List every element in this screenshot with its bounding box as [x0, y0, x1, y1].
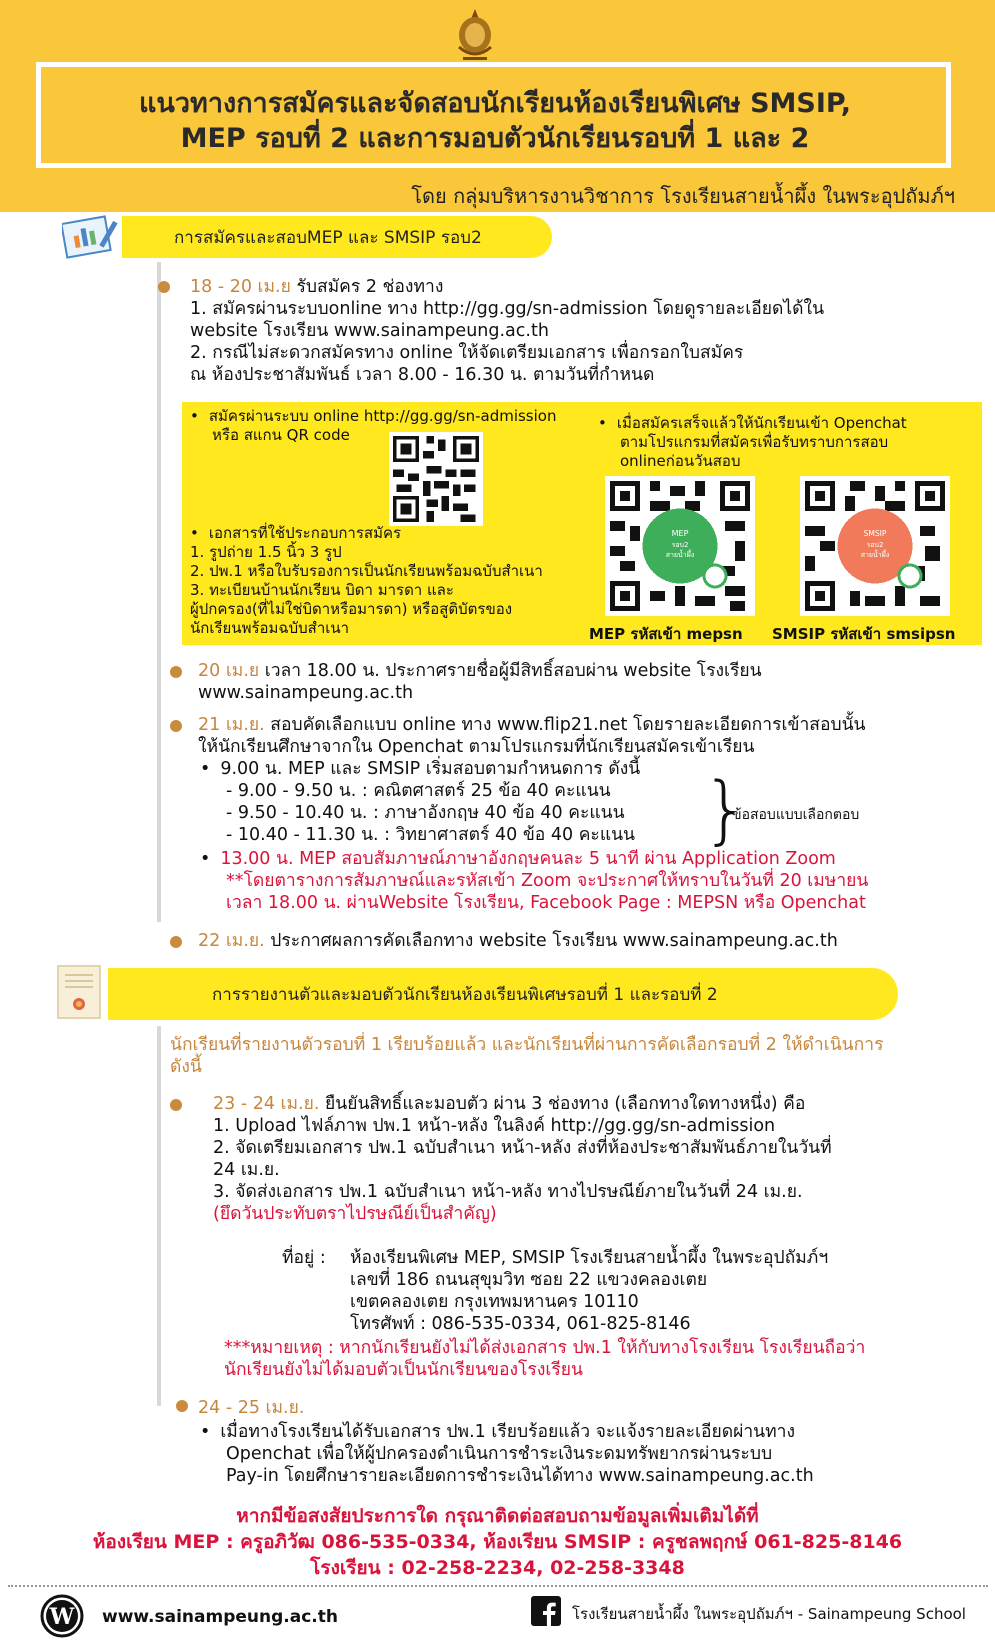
s2-item1-heading: [213, 1093, 805, 1115]
s1-item3-line2: ให้นักเรียนศึกษาจากใน Openchat ตามโปรแกรมที่นักเรียนสมัครเข้าเรียน: [198, 737, 755, 757]
s1-item2-date: 20 เม.ย: [198, 661, 260, 681]
facebook-icon: [531, 1596, 561, 1626]
timeline-dot: [170, 666, 182, 678]
s1-item1-line: 2. กรณีไม่สะดวกสมัครทาง online ให้จัดเตรียมเอกสาร เพื่อกรอกใบสมัคร: [190, 343, 744, 363]
school-emblem-icon: [445, 5, 505, 65]
s1-item3-red2: **โดยตารางการสัมภาษณ์และรหัสเข้า Zoom จะประกาศให้ทราบในวันที่ 20 เมษายน: [226, 871, 869, 891]
s1-item2-line2: www.sainampeung.ac.th: [198, 683, 414, 703]
s1-item3-text: สอบคัดเลือกแบบ online ทาง www.flip21.net โดยรายละเอียดการเข้าสอบนั้น: [264, 715, 866, 735]
address-line: เลขที่ 186 ถนนสุขุมวิท ซอย 22 แขวงคลองเตย: [350, 1270, 708, 1290]
section1-banner: [122, 216, 552, 258]
svg-text:สายน้ำผึ้ง: สายน้ำผึ้ง: [665, 551, 695, 559]
panel-openchat-line: • เมื่อสมัครเสร็จแล้วให้นักเรียนเข้า Openchat: [598, 414, 907, 433]
address-line: เขตคลองเตย กรุงเทพมหานคร 10110: [350, 1292, 639, 1312]
panel-openchat-line: onlineก่อนวันสอบ: [620, 452, 741, 470]
s2-item2-date: 24 - 25 เม.ย.: [198, 1398, 305, 1418]
footer-website[interactable]: www.sainampeung.ac.th: [102, 1607, 338, 1627]
panel-openchat-line: ตามโปรแกรมที่สมัครเพื่อรับทราบการสอบ: [620, 433, 889, 451]
timeline-2: [157, 1026, 161, 1406]
wordpress-icon: [40, 1594, 84, 1638]
section2-banner-text: การรายงานตัวและมอบตัวนักเรียนห้องเรียนพิเศษรอบที่ 1 และรอบที่ 2: [212, 984, 718, 1005]
s2-item1-line: 1. Upload ไฟล์ภาพ ปพ.1 หน้า-หลัง ในลิงค์ http://gg.gg/sn-admission: [213, 1116, 776, 1136]
s1-item1-line: ณ ห้องประชาสัมพันธ์ เวลา 8.00 - 16.30 น. ตามวันที่กำหนด: [190, 365, 655, 385]
report-chart-icon: [62, 214, 118, 260]
remark-line1: ***หมายเหตุ : หากนักเรียนยังไม่ได้ส่งเอกสาร ปพ.1 ให้กับทางโรงเรียน โรงเรียนถือว่า: [224, 1338, 866, 1358]
s1-item4-line: [198, 930, 838, 952]
s1-item1-line: 1. สมัครผ่านระบบonline ทาง http://gg.gg/sn-admission โดยดูรายละเอียดได้ใน: [190, 299, 825, 319]
s1-item3-red1: [200, 848, 836, 870]
panel-doc-line: ผู้ปกครอง(ที่ไม่ใช่บิดาหรือมารดา) หรือสูติบัตรของ: [190, 600, 513, 618]
s1-item3-line1: [198, 714, 866, 736]
mep-qr-label: MEP รหัสเข้า mepsn: [589, 625, 743, 643]
address-label: ที่อยู่ :: [282, 1248, 326, 1268]
timeline-dot: [176, 1400, 188, 1412]
s2-item1-line: 24 เม.ย.: [213, 1160, 280, 1180]
timeline-dot: [170, 720, 182, 732]
svg-text:รอบ2: รอบ2: [671, 541, 689, 549]
footer-divider: [8, 1585, 988, 1587]
panel-online-line1: • สมัครผ่านระบบ online http://gg.gg/sn-admission: [190, 407, 556, 426]
s1-item1-head: รับสมัคร 2 ช่องทาง: [290, 277, 444, 297]
s2-item2-line: Pay-in โดยศึกษารายละเอียดการชำระเงินได้ทาง www.sainampeung.ac.th: [226, 1466, 814, 1486]
panel-documents: [190, 524, 543, 638]
exam-schedule-row: - 9.00 - 9.50 น. : คณิตศาสตร์ 25 ข้อ 40 คะแนน: [226, 781, 611, 801]
s1-item4-date: 22 เม.ย.: [198, 931, 265, 951]
certificate-icon: [56, 964, 102, 1020]
timeline-dot: [158, 281, 170, 293]
timeline-1: [157, 262, 161, 922]
exam-schedule-row: - 9.50 - 10.40 น. : ภาษาอังกฤษ 40 ข้อ 40 คะแนน: [226, 803, 625, 823]
s2-intro-line2: ดังนี้: [170, 1057, 202, 1077]
panel-doc-line: 2. ปพ.1 หรือใบรับรองการเป็นนักเรียนพร้อมฉบับสำเนา: [190, 562, 543, 580]
brace-symbol: }: [702, 767, 750, 853]
s2-item1-line: 2. จัดเตรียมเอกสาร ปพ.1 ฉบับสำเนา หน้า-หลัง ส่งที่ห้องประชาสัมพันธ์ภายในวันที่: [213, 1138, 832, 1158]
mep-openchat-qr-code[interactable]: [605, 476, 755, 616]
s2-item2-line: • เมื่อทางโรงเรียนได้รับเอกสาร ปพ.1 เรียบร้อยแล้ว จะแจ้งรายละเอียดผ่านทาง: [200, 1421, 795, 1443]
timeline-dot: [170, 936, 182, 948]
title-line-1: แนวทางการสมัครและจัดสอบนักเรียนห้องเรียนพิเศษ SMSIP,: [139, 88, 851, 119]
s2-item1-line: 3. จัดส่งเอกสาร ปพ.1 ฉบับสำเนา หน้า-หลัง ทางไปรษณีย์ภายในวันที่ 24 เม.ย.: [213, 1182, 803, 1202]
svg-text:SMSIP: SMSIP: [863, 529, 887, 538]
address-phone: โทรศัพท์ : 086-535-0334, 061-825-8146: [350, 1314, 691, 1334]
page-title: [40, 86, 950, 156]
timeline-dot: [170, 1099, 182, 1111]
s1-item2-line1: [198, 660, 762, 682]
s2-intro-line1: นักเรียนที่รายงานตัวรอบที่ 1 เรียบร้อยแล้ว และนักเรียนที่ผ่านการคัดเลือกรอบที่ 2 ให้ดำเนินการ: [170, 1035, 884, 1055]
remark-line2: นักเรียนยังไม่ได้มอบตัวเป็นนักเรียนของโรงเรียน: [224, 1360, 583, 1380]
svg-text:MEP: MEP: [671, 529, 689, 538]
svg-text:W: W: [49, 1604, 75, 1630]
s1-item3-red1-text: 13.00 น. MEP สอบสัมภาษณ์ภาษาอังกฤษคนละ 5 นาที ผ่าน Application Zoom: [220, 849, 836, 869]
footer-facebook-page[interactable]: โรงเรียนสายน้ำผึ้ง ในพระอุปถัมภ์ฯ - Sainampeung School: [572, 1605, 966, 1623]
address-line: ห้องเรียนพิเศษ MEP, SMSIP โรงเรียนสายน้ำผึ้ง ในพระอุปถัมภ์ฯ: [350, 1248, 829, 1268]
s1-item3-date: 21 เม.ย.: [198, 715, 265, 735]
panel-online-line2: หรือ สแกน QR code: [212, 426, 350, 444]
s1-item1-heading: [190, 276, 443, 298]
panel-doc-line: 3. ทะเบียนบ้านนักเรียน บิดา มารดา และ: [190, 581, 454, 599]
section1-banner-text: การสมัครและสอบMEP และ SMSIP รอบ2: [174, 227, 482, 248]
s1-item3-sub1: • 9.00 น. MEP และ SMSIP เริ่มสอบตามกำหนดการ ดังนี้: [200, 758, 640, 780]
s1-item1-line: website โรงเรียน www.sainampeung.ac.th: [190, 321, 549, 341]
s1-item3-red3: เวลา 18.00 น. ผ่านWebsite โรงเรียน, Facebook Page : MEPSN หรือ Openchat: [226, 893, 866, 913]
section2-banner: [108, 968, 898, 1020]
exam-schedule-row: - 10.40 - 11.30 น. : วิทยาศาสตร์ 40 ข้อ 40 คะแนน: [226, 825, 636, 845]
panel-doc-line: 1. รูปถ่าย 1.5 นิ้ว 3 รูป: [190, 543, 342, 561]
contact-line3: โรงเรียน : 02-258-2234, 02-258-3348: [310, 1557, 685, 1579]
smsip-openchat-qr-code[interactable]: [800, 476, 950, 616]
smsip-qr-label: SMSIP รหัสเข้า smsipsn: [772, 625, 956, 643]
byline: โดย กลุ่มบริหารงานวิชาการ โรงเรียนสายน้ำผึ้ง ในพระอุปถัมภ์ฯ: [411, 184, 955, 208]
contact-line1: หากมีข้อสงสัยประการใด กรุณาติดต่อสอบถามข้อมูลเพิ่มเติมได้ที่: [236, 1505, 759, 1527]
brace-note: ข้อสอบแบบเลือกตอบ: [732, 807, 860, 823]
s1-item2-text: เวลา 18.00 น. ประกาศรายชื่อผู้มีสิทธิ์สอบผ่าน website โรงเรียน: [259, 661, 762, 681]
svg-text:สายน้ำผึ้ง: สายน้ำผึ้ง: [860, 551, 890, 559]
panel-online-text: [190, 407, 556, 445]
contact-line2: ห้องเรียน MEP : ครูอภิวัฒ 086-535-0334, ห้องเรียน SMSIP : ครูชลพฤกษ์ 061-825-8146: [92, 1531, 903, 1553]
s2-item1-red-note: (ยึดวันประทับตราไปรษณีย์เป็นสำคัญ): [213, 1204, 497, 1224]
s2-item1-head: ยืนยันสิทธิ์และมอบตัว ผ่าน 3 ช่องทาง (เลือกทางใดทางหนึ่ง) คือ: [319, 1094, 806, 1114]
s2-item2-line: Openchat เพื่อให้ผู้ปกครองดำเนินการชำระเงินระดมทรัพยากรผ่านระบบ: [226, 1444, 773, 1464]
s2-item1-date: 23 - 24 เม.ย.: [213, 1094, 320, 1114]
svg-text:รอบ2: รอบ2: [866, 541, 884, 549]
title-line-2: MEP รอบที่ 2 และการมอบตัวนักเรียนรอบที่ 1 และ 2: [180, 123, 810, 154]
panel-docs-head: • เอกสารที่ใช้ประกอบการสมัคร: [190, 524, 543, 543]
s1-item1-date: 18 - 20 เม.ย: [190, 277, 291, 297]
registration-qr-code[interactable]: [389, 432, 483, 526]
s1-item4-text: ประกาศผลการคัดเลือกทาง website โรงเรียน www.sainampeung.ac.th: [264, 931, 838, 951]
panel-openchat-text: [598, 414, 907, 471]
panel-doc-line: นักเรียนพร้อมฉบับสำเนา: [190, 619, 350, 637]
